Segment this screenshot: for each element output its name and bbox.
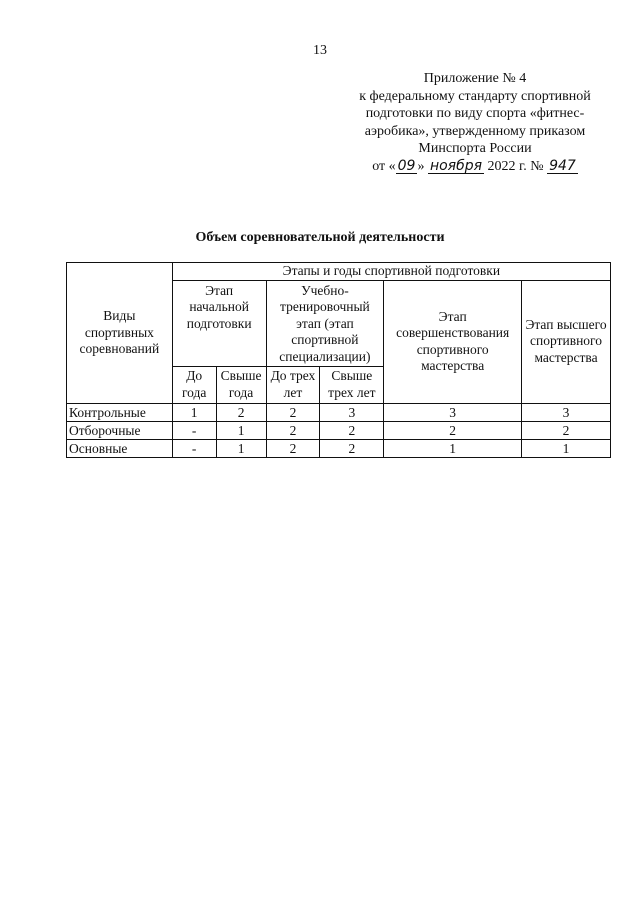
appendix-line: аэробика», утвержденному приказом (364, 123, 586, 139)
sub-header-initial-2: Свыше года (216, 366, 266, 403)
table-cell: 2 (320, 421, 384, 439)
table-cell: 3 (384, 403, 522, 421)
corner-header: Виды спортивных соревнований (67, 263, 173, 404)
appendix-header (330, 70, 620, 175)
handwritten-order-number: 947 (549, 157, 576, 174)
table-row (67, 421, 611, 439)
sub-header-initial-1: До года (172, 366, 216, 403)
competition-volume-table (66, 262, 611, 458)
table-cell: 2 (266, 421, 320, 439)
table-cell: 3 (522, 403, 611, 421)
table-row (67, 439, 611, 457)
handwritten-day: 09 (397, 157, 416, 174)
table-cell: 2 (216, 403, 266, 421)
header-row (67, 263, 611, 281)
sub-header-training-2: Свыше трех лет (320, 366, 384, 403)
page-number: 13 (313, 43, 327, 58)
handwritten-month: ноября (429, 157, 483, 174)
table-cell: 1 (522, 439, 611, 457)
table-cell: 2 (320, 439, 384, 457)
document-title: Объем соревновательной деятельности (195, 230, 445, 245)
row-label: Основные (67, 439, 173, 457)
table-cell: 2 (522, 421, 611, 439)
row-label: Отборочные (67, 421, 173, 439)
stage-improvement-header: Этап совершенствования спортивного мастерства (384, 280, 522, 403)
table-cell: 3 (320, 403, 384, 421)
table-cell: 2 (384, 421, 522, 439)
appendix-line: подготовки по виду спорта «фитнес- (365, 106, 585, 121)
table-cell: 1 (172, 403, 216, 421)
table-cell: 2 (266, 403, 320, 421)
appendix-line: к федеральному стандарту спортивной (359, 88, 591, 104)
table-cell: - (172, 421, 216, 439)
table-cell: 1 (384, 439, 522, 457)
table-row (67, 403, 611, 421)
table-cell: - (172, 439, 216, 457)
table-cell: 1 (216, 439, 266, 457)
stage-training-header: Учебно-тренировочный этап (этап спортивной специализации) (266, 280, 384, 366)
year-text: 2022 г. № (487, 158, 544, 174)
group-header: Этапы и годы спортивной подготовки (172, 263, 610, 281)
appendix-line: Минспорта России (418, 141, 532, 156)
order-date-line (330, 158, 620, 176)
appendix-title: Приложение № 4 (423, 71, 527, 86)
date-prefix: от « (372, 158, 396, 174)
stage-initial-header: Этап начальной подготовки (172, 280, 266, 366)
table-cell: 1 (216, 421, 266, 439)
date-mid: » (417, 158, 425, 174)
sub-header-training-1: До трех лет (266, 366, 320, 403)
stage-higher-header: Этап высшего спортивного мастерства (522, 280, 611, 403)
row-label: Контрольные (67, 403, 173, 421)
table-cell: 2 (266, 439, 320, 457)
